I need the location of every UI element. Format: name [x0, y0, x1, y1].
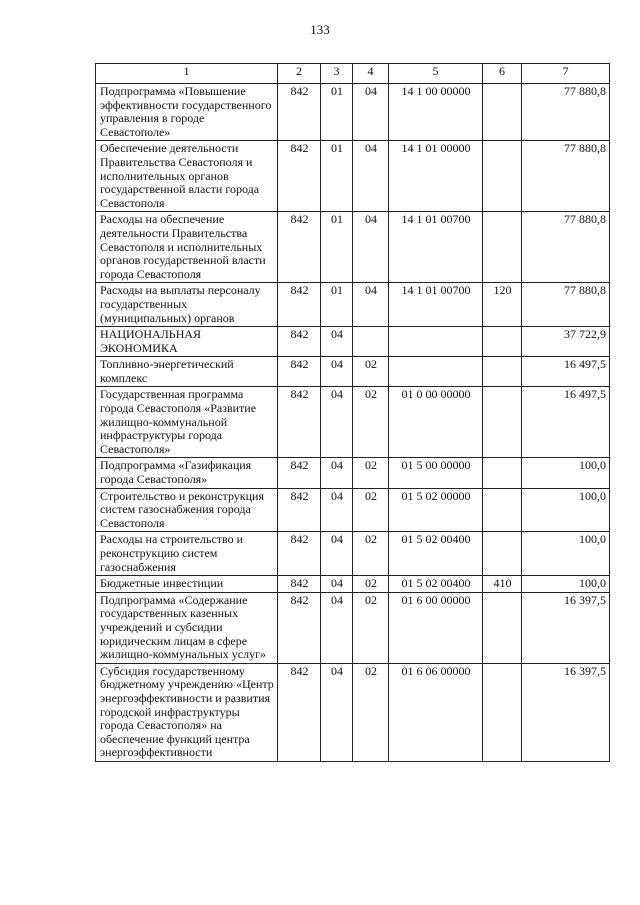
amount-cell: 16 497,5: [522, 387, 610, 458]
expense-type-cell: [483, 141, 522, 212]
table-row: [96, 458, 610, 488]
grbs-cell: 842: [278, 576, 321, 593]
section-cell: 01: [321, 212, 353, 283]
amount-cell: 16 397,5: [522, 663, 610, 761]
target-article-cell: 01 5 02 00400: [389, 532, 483, 576]
section-cell: 04: [321, 663, 353, 761]
target-article-cell: 01 0 00 00000: [389, 387, 483, 458]
row-name-cell: Подпрограмма «Повышение эффективности государственного управления в городе Севастополе»: [96, 84, 278, 141]
table-row: [96, 387, 610, 458]
column-header-2: 2: [278, 64, 321, 84]
expense-type-cell: 120: [483, 283, 522, 327]
amount-cell: 100,0: [522, 532, 610, 576]
table-row: [96, 283, 610, 327]
row-name-cell: Подпрограмма «Газификация города Севастополя»: [96, 458, 278, 488]
row-name-cell: Подпрограмма «Содержание государственных казенных учреждений и субсидии юридическим лицам в сфере жилищно-коммунальных услуг»: [96, 592, 278, 663]
grbs-cell: 842: [278, 488, 321, 532]
table-row: [96, 212, 610, 283]
amount-cell: 16 397,5: [522, 592, 610, 663]
subsection-cell: 02: [353, 576, 389, 593]
table-row: [96, 488, 610, 532]
amount-cell: 100,0: [522, 458, 610, 488]
column-header-6: 6: [483, 64, 522, 84]
section-cell: 01: [321, 141, 353, 212]
section-cell: 04: [321, 458, 353, 488]
row-name-cell: Расходы на выплаты персоналу государственных (муниципальных) органов: [96, 283, 278, 327]
expense-type-cell: [483, 212, 522, 283]
subsection-cell: 02: [353, 532, 389, 576]
amount-cell: 77 880,8: [522, 212, 610, 283]
row-name-cell: Государственная программа города Севастополя «Развитие жилищно-коммунальной инфраструктуры города Севастополя»: [96, 387, 278, 458]
table-row: [96, 327, 610, 357]
page-number: 133: [310, 22, 330, 37]
column-header-5: 5: [389, 64, 483, 84]
column-header-4: 4: [353, 64, 389, 84]
amount-cell: 100,0: [522, 488, 610, 532]
grbs-cell: 842: [278, 387, 321, 458]
target-article-cell: 14 1 00 00000: [389, 84, 483, 141]
target-article-cell: 14 1 01 00700: [389, 212, 483, 283]
subsection-cell: 04: [353, 283, 389, 327]
subsection-cell: 02: [353, 592, 389, 663]
table-row: [96, 84, 610, 141]
row-name-cell: НАЦИОНАЛЬНАЯ ЭКОНОМИКА: [96, 327, 278, 357]
table-row: [96, 532, 610, 576]
target-article-cell: 14 1 01 00000: [389, 141, 483, 212]
subsection-cell: 02: [353, 458, 389, 488]
expense-type-cell: [483, 327, 522, 357]
grbs-cell: 842: [278, 283, 321, 327]
expense-type-cell: [483, 357, 522, 387]
subsection-cell: 02: [353, 663, 389, 761]
grbs-cell: 842: [278, 357, 321, 387]
grbs-cell: 842: [278, 663, 321, 761]
target-article-cell: [389, 327, 483, 357]
target-article-cell: 01 6 06 00000: [389, 663, 483, 761]
expense-type-cell: [483, 592, 522, 663]
target-article-cell: 01 5 02 00000: [389, 488, 483, 532]
amount-cell: 16 497,5: [522, 357, 610, 387]
expense-type-cell: 410: [483, 576, 522, 593]
expense-type-cell: [483, 663, 522, 761]
row-name-cell: Обеспечение деятельности Правительства Севастополя и исполнительных органов государственной власти города Севастополя: [96, 141, 278, 212]
row-name-cell: Субсидия государственному бюджетному учреждению «Центр энергоэффективности и развития городской инфраструктуры города Севастополя» на обеспечение функций центра энергоэффективности: [96, 663, 278, 761]
subsection-cell: [353, 327, 389, 357]
amount-cell: 77 880,8: [522, 84, 610, 141]
section-cell: 04: [321, 357, 353, 387]
expense-type-cell: [483, 488, 522, 532]
expense-type-cell: [483, 84, 522, 141]
column-header-1: 1: [96, 64, 278, 84]
row-name-cell: Строительство и реконструкция систем газоснабжения города Севастополя: [96, 488, 278, 532]
table-row: [96, 663, 610, 761]
table-row: [96, 576, 610, 593]
subsection-cell: 02: [353, 387, 389, 458]
grbs-cell: 842: [278, 212, 321, 283]
section-cell: 04: [321, 592, 353, 663]
row-name-cell: Бюджетные инвестиции: [96, 576, 278, 593]
row-name-cell: Топливно-энергетический комплекс: [96, 357, 278, 387]
budget-table: [95, 63, 610, 762]
target-article-cell: 01 5 02 00400: [389, 576, 483, 593]
table-row: [96, 592, 610, 663]
column-header-7: 7: [522, 64, 610, 84]
grbs-cell: 842: [278, 592, 321, 663]
table-header-row: [96, 64, 610, 84]
section-cell: 04: [321, 327, 353, 357]
table-row: [96, 357, 610, 387]
amount-cell: 77 880,8: [522, 141, 610, 212]
section-cell: 04: [321, 532, 353, 576]
subsection-cell: 04: [353, 141, 389, 212]
target-article-cell: [389, 357, 483, 387]
row-name-cell: Расходы на строительство и реконструкцию систем газоснабжения: [96, 532, 278, 576]
subsection-cell: 04: [353, 84, 389, 141]
grbs-cell: 842: [278, 141, 321, 212]
section-cell: 04: [321, 488, 353, 532]
amount-cell: 37 722,9: [522, 327, 610, 357]
target-article-cell: 14 1 01 00700: [389, 283, 483, 327]
grbs-cell: 842: [278, 532, 321, 576]
target-article-cell: 01 6 00 00000: [389, 592, 483, 663]
section-cell: 01: [321, 84, 353, 141]
target-article-cell: 01 5 00 00000: [389, 458, 483, 488]
amount-cell: 77 880,8: [522, 283, 610, 327]
grbs-cell: 842: [278, 458, 321, 488]
section-cell: 04: [321, 576, 353, 593]
grbs-cell: 842: [278, 84, 321, 141]
expense-type-cell: [483, 387, 522, 458]
subsection-cell: 02: [353, 488, 389, 532]
section-cell: 01: [321, 283, 353, 327]
grbs-cell: 842: [278, 327, 321, 357]
section-cell: 04: [321, 387, 353, 458]
subsection-cell: 02: [353, 357, 389, 387]
amount-cell: 100,0: [522, 576, 610, 593]
column-header-3: 3: [321, 64, 353, 84]
expense-type-cell: [483, 458, 522, 488]
table-row: [96, 141, 610, 212]
subsection-cell: 04: [353, 212, 389, 283]
expense-type-cell: [483, 532, 522, 576]
row-name-cell: Расходы на обеспечение деятельности Правительства Севастополя и исполнительных органов государственной власти города Севастополя: [96, 212, 278, 283]
